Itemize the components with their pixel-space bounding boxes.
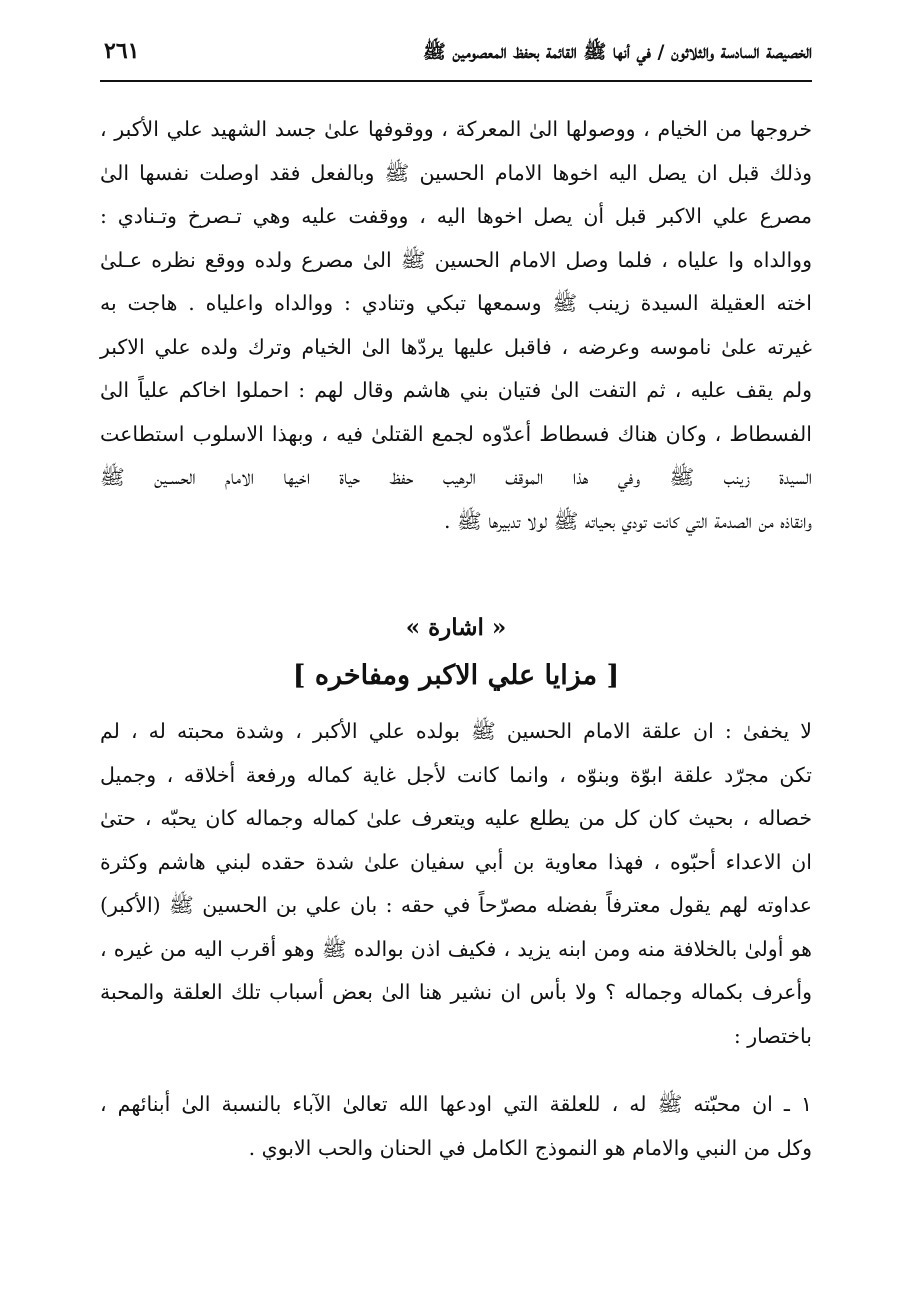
text-line: غيرته علىٰ ناموسه وعرضه ، فاقبل عليها يردّها الىٰ الخيام وترك ولده علي الاكبر [100,334,812,359]
text-line: هو أولىٰ بالخلافة منه ومن ابنه يزيد ، فكيف اذن بوالده ﷺ وهو أقرب اليه من غيره ، [100,936,812,961]
text-line: وكل من النبي والامام هو النموذج الكامل في الحنان والحب الابوي . [248,1135,812,1160]
text-line: ولم يقف عليه ، ثم التفت الىٰ فتيان بني هاشم وقال لهم : احملوا اخاكم علياً الىٰ [100,378,812,402]
paragraph-2 [100,710,812,1058]
text-line: تكن مجرّد علقة ابوّة وبنوّه ، وانما كانت لأجل غاية كماله ورفعة أخلاقه ، وجميل [100,762,812,787]
section-label: « اشارة » [405,614,507,641]
section-title: [ مزايا علي الاكبر ومفاخره ] [292,660,620,691]
text-line: وانقاذه من الصدمة التي كانت تودي بحياته ﷺ لولا تدبيرها ﷺ . [443,508,812,533]
text-line: عداوته لهم يقول معترفاً بفضله مصرّحاً في حقه : بان علي بن الحسين ﷺ (الأكبر) [100,893,812,917]
page-header [100,36,812,82]
text-line: باختصار : [733,1023,812,1048]
page-number: ٢٦١ [104,38,140,64]
text-line: السيدة زينب ﷺ وفي هذا الموقف الرهيب حفظ حياة اخيها الامام الحسـين ﷺ [100,465,812,489]
running-title: الخصيصة السادسة والثلاثون / في أنها ﷺ القائمة بحفظ المعصومين ﷺ [422,41,812,63]
text-line: وذلك قبل ان يصل اليه اخوها الامام الحسين ﷺ وبالفعل فقد اوصلت نفسها الىٰ [100,160,812,185]
text-line: وأعرف بكماله وجماله ؟ ولا بأس ان نشير هنا الىٰ بعض أسباب تلك العلقة والمحبة [100,980,812,1004]
text-line: خروجها من الخيام ، ووصولها الىٰ المعركة ، ووقوفها علىٰ جسد الشهيد علي الأكبر ، [100,117,812,141]
text-line: ١ ـ ان محبّته ﷺ له ، للعلقة التي اودعها الله تعالىٰ الآباء بالنسبة الىٰ أبنائهم ، [100,1092,812,1116]
text-line: الفسطاط ، وكان هناك فسطاط أعدّوه لجمع القتلىٰ فيه ، وبهذا الاسلوب استطاعت [100,421,812,446]
paragraph-3 [100,1083,812,1170]
text-line: ان الاعداء أحبّوه ، فهذا معاوية بن أبي سفيان علىٰ شدة حقده لبني هاشم وكثرة [100,849,812,874]
text-line: خصاله ، بحيث كان كل من يطلع عليه ويتعرف علىٰ كماله وجماله كان يحبّه ، حتىٰ [100,806,812,830]
text-line: ووالداه وا علياه ، فلما وصل الامام الحسين ﷺ الىٰ مصرع ولده ووقع نظره عـلىٰ [100,247,812,272]
text-line: مصرع علي الاكبر قبل أن يصل اخوها اليه ، ووقفت عليه وهي تـصرخ وتـنادي : [100,204,812,228]
paragraph-1 [100,108,812,543]
text-line: لا يخفىٰ : ان علقة الامام الحسين ﷺ بولده علي الأكبر ، وشدة محبته له ، لم [100,719,812,743]
text-line: اخته العقيلة السيدة زينب ﷺ وسمعها تبكي وتنادي : ووالداه واعلياه . هاجت به [100,291,812,315]
